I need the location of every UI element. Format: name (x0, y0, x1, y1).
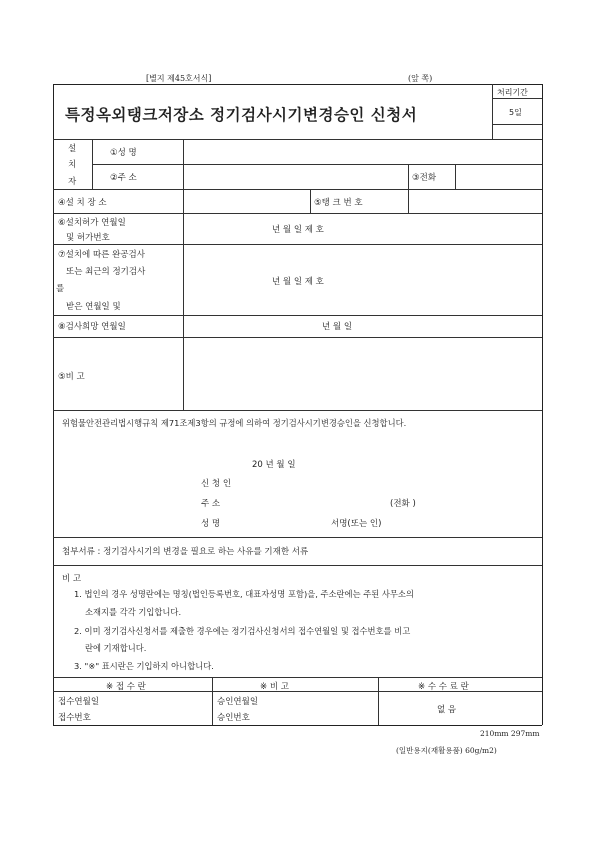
inspection-label-line2: 또는 최근의 정기검사 (66, 267, 146, 277)
tank-number-label: ⑤탱 크 번 호 (314, 198, 363, 208)
name-input[interactable] (185, 141, 540, 162)
remarks-office-header: ※ 비 고 (260, 682, 289, 692)
installer-label-2: 치 (68, 160, 77, 170)
remarks-input[interactable] (185, 339, 540, 408)
paper-type: (일반용지(재활용품) 60g/m2) (396, 746, 497, 755)
inspection-label-line4: 받은 연월일 및 (66, 302, 121, 312)
page-side-label: (앞 쪽) (408, 74, 433, 83)
applicant-phone[interactable]: (전화 ) (390, 499, 416, 509)
location-input[interactable] (185, 191, 308, 211)
declaration-text: 위험물안전관리법시행규칙 제71조제3항의 규정에 의하여 정기검사시기변경승인을 신청합니다. (62, 418, 407, 428)
phone-input[interactable] (457, 166, 540, 187)
note-3: 3. "※" 표시란은 기입하지 아니합니다. (74, 661, 214, 671)
attachments-text: 첨부서류 : 정기검사시기의 변경을 필요로 하는 사유를 기재한 서류 (62, 547, 309, 557)
applicant-name-label: 성 명 (201, 519, 221, 529)
paper-size: 210mm 297mm (480, 729, 540, 738)
processing-period-value: 5일 (509, 108, 522, 117)
remarks-label: ⑤비 고 (58, 372, 85, 382)
address-label: ②주 소 (110, 173, 137, 183)
permit-label-line2: 및 허가번호 (66, 233, 110, 243)
note-2-line2: 란에 기재합니다. (85, 643, 147, 653)
fee-header: ※ 수 수 료 란 (418, 682, 469, 692)
form-number: [별지 제45호서식] (146, 74, 212, 83)
receipt-date-label: 접수연월일 (58, 697, 100, 707)
desired-date-label: ⑧검사희망 연월일 (58, 322, 126, 332)
signature-field[interactable]: 서명(또는 인) (331, 519, 382, 529)
receipt-header: ※ 접 수 란 (106, 682, 146, 692)
inspection-value[interactable]: 년 월 일 제 호 (272, 277, 324, 287)
phone-label: ③전화 (412, 173, 437, 183)
permit-label-line1: ⑥설치허가 연월일 (58, 218, 126, 228)
installer-label-3: 자 (68, 177, 77, 187)
applicant-address-label: 주 소 (201, 499, 221, 509)
note-2-line1: 2. 이미 정기검사신청서를 제출한 경우에는 정기검사신청서의 접수연월일 및 접수번호를 비고 (74, 626, 411, 636)
approval-date-label: 승인연월일 (217, 697, 259, 707)
desired-date-value[interactable]: 년 월 일 (322, 322, 353, 332)
application-date[interactable]: 20 년 월 일 (252, 460, 296, 470)
processing-period-label: 처리기간 (497, 88, 528, 97)
installer-label-1: 설 (68, 144, 77, 154)
receipt-number-label: 접수번호 (58, 713, 91, 723)
note-1-line2: 소재지를 각각 기입합니다. (85, 607, 182, 617)
note-1-line1: 1. 법인의 경우 성명란에는 명칭(법인등록번호, 대표자성명 포함)을, 주소란에는 주된 사무소의 (74, 589, 414, 599)
notes-heading: 비 고 (62, 574, 82, 584)
inspection-label-line3: 를 (56, 284, 65, 294)
name-label: ①성 명 (110, 148, 137, 158)
form-title: 특정옥외탱크저장소 정기검사시기변경승인 신청서 (65, 106, 418, 124)
location-label: ④설 치 장 소 (58, 198, 107, 208)
fee-value: 없 음 (437, 705, 457, 715)
approval-number-label: 승인번호 (217, 713, 250, 723)
applicant-label: 신 청 인 (201, 479, 232, 489)
tank-number-input[interactable] (410, 191, 540, 211)
permit-value[interactable]: 년 월 일 제 호 (272, 225, 324, 235)
inspection-label-line1: ⑦설치에 따른 완공검사 (58, 250, 145, 260)
address-input[interactable] (185, 166, 406, 187)
